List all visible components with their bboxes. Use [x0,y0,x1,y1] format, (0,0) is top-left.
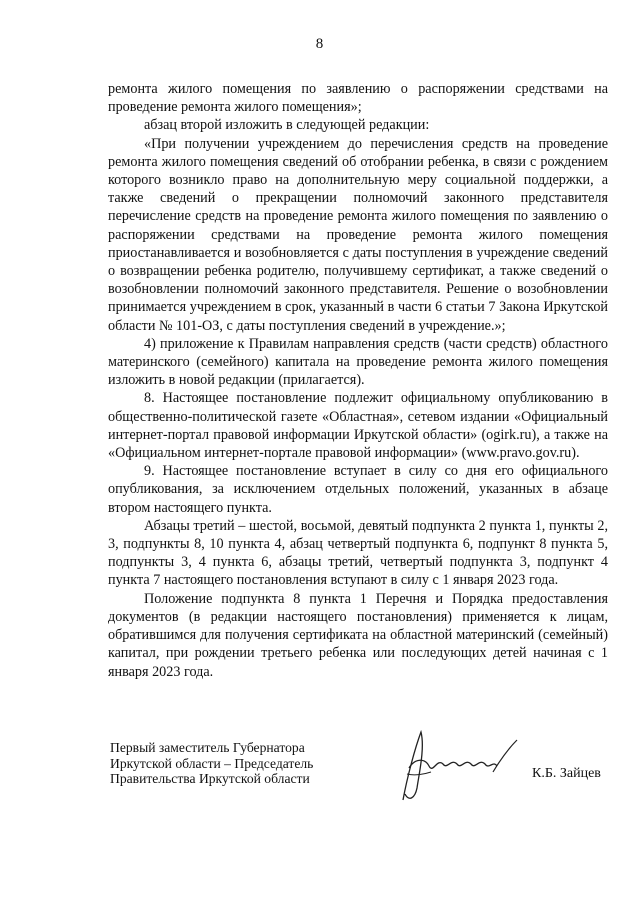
paragraph-provision-application: Положение подпункта 8 пункта 1 Перечня и Порядка предоставления документов (в редакции настоящего постановления) применяется к лицам, обратившимся для получения сертификата на областной материнский (семейный) капитал, при рождении третьего ребенка или последующих детей начиная с 1 января 2023 года. [108,590,608,680]
paragraph-clause-8: 8. Настоящее постановление подлежит официальному опубликованию в общественно-политической газете «Областная», сетевом издании «Официальный интернет-портал правовой информации Иркутской области» (ogirk.ru), а также на «Официальном интернет-портале правовой информации» (www.pravo.gov.ru). [108,390,608,462]
document-body [108,80,608,681]
paragraph-clause-9: 9. Настоящее постановление вступает в силу со дня его официального опубликования, за исключением отдельных положений, указанных в абзаце втором настоящего пункта. [108,463,608,516]
paragraph-new-wording: «При получении учреждением до перечисления средств на проведение ремонта жилого помещения сведений об отобрании ребенка, в связи с рождением которого возникло право на дополнительную меру социальной поддержки, а также сведений о прекращении полномочий законного представителя перечисление средств на проведение ремонта жилого помещения по заявлению о распоряжении средствами на проведение ремонта жилого помещения приостанавливается и возобновляется с даты поступления в учреждение сведений о возвращении ребенка родителю, получившему сертификат, а также сведений о возобновлении полномочий законного представителя. Решение о возобновлении принимается учреждением в срок, указанный в части 6 статьи 7 Закона Иркутской области № 101-ОЗ, с даты поступления сведений в учреждение.»; [108,135,608,334]
signatory-title-line: Правительства Иркутской области [110,771,310,786]
signatory-title [110,740,350,787]
page-number: 8 [315,36,324,52]
signatory-name: К.Б. Зайцев [532,766,601,781]
paragraph-effective-dates: Абзацы третий – шестой, восьмой, девятый подпункта 2 пункта 1, пункты 2, 3, подпункты 8, 10 пункта 4, абзац четвертый подпункта 6, подпункт 8 пункта 5, подпункты 3, 4 пункта 6, абзацы третий, четвертый подпункта 3, подпункт 4 пункта 7 настоящего постановления вступают в силу с 1 января 2023 года. [108,517,608,589]
paragraph-continuation: ремонта жилого помещения по заявлению о распоряжении средствами на проведение ремонта жилого помещения»; [108,81,608,116]
paragraph-instruction: абзац второй изложить в следующей редакции: [144,117,430,134]
signature-block [110,740,630,850]
handwritten-signature [385,728,525,808]
paragraph-item-4: 4) приложение к Правилам направления средств (части средств) областного материнского (семейного) капитала на проведение ремонта жилого помещения изложить в новой редакции (прилагается). [108,335,608,389]
signatory-title-line: Первый заместитель Губернатора [110,740,305,755]
signatory-title-line: Иркутской области – Председатель [110,755,314,771]
